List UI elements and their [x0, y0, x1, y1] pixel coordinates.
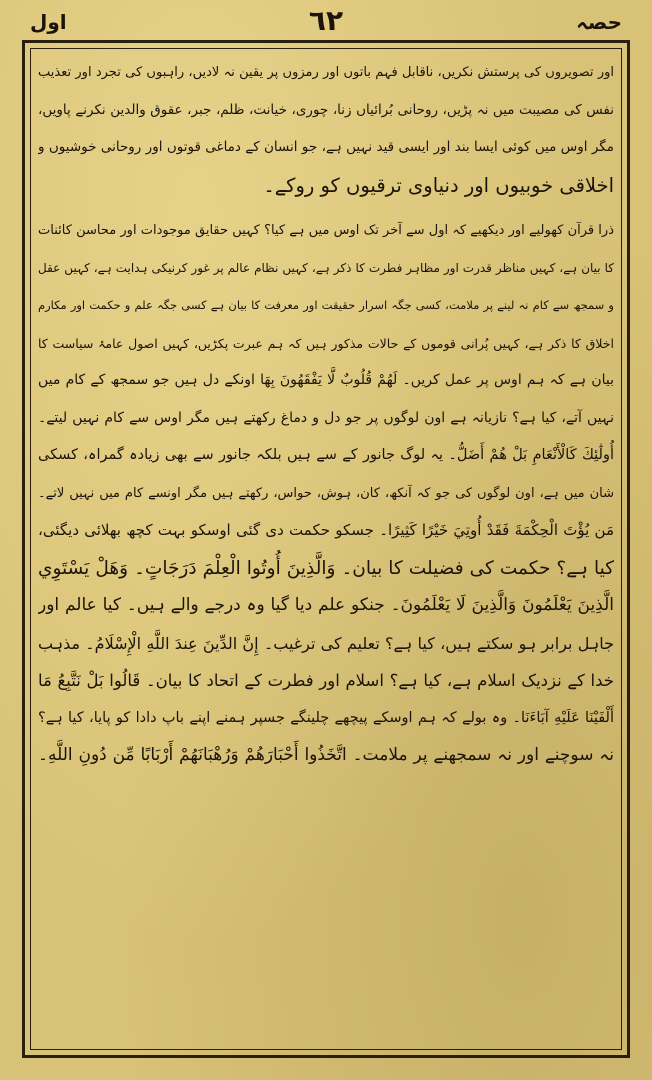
- section-label: حصہ: [576, 10, 622, 34]
- text-line: اخلاق کا ذکر ہے، کہیں پُرانی قوموں کے حالات مذکور ہیں کہ ہم عبرت پکڑیں، کہیں اصول عامۂ سیاست کا: [38, 335, 614, 351]
- text-line: جاہل برابر ہو سکتے ہیں، کیا ہے؟ تعلیم کی ترغیب۔ إِنَّ الدِّينَ عِندَ اللَّهِ الْإِسْلَامُ۔ مذہب: [38, 633, 614, 653]
- paragraph-1: [38, 54, 614, 204]
- text-line: مگر اوس میں کوئی ایسا بند اور ایسی قید نہیں ہے، جو انسان کے دماغی قوتوں اور روحانی خوشیوں و: [38, 139, 614, 155]
- text-line: اخلاقی خوبیوں اور دنیاوی ترقیوں کو روکے۔: [263, 173, 614, 197]
- paragraph-2: [38, 212, 614, 775]
- page-header: [20, 4, 632, 38]
- text-line: مَن يُؤْتَ الْحِكْمَةَ فَقَدْ أُوتِيَ خَيْرًا كَثِيرًا۔ جسکو حکمت دی گئی اوسکو بہت کچھ بھلائی دیگئی،: [38, 521, 614, 539]
- text-line: أُولَٰئِكَ كَالْأَنْعَامِ بَلْ هُمْ أَضَلُّ۔ یہ لوگ جانور کے سے ہیں بلکہ جانور سے بھی زیادہ گمراہ، کسکی: [38, 447, 614, 463]
- text-line: نہ سوچنے اور نہ سمجھنے پر ملامت۔ اتَّخَذُوا أَحْبَارَهُمْ وَرُهْبَانَهُمْ أَرْبَابًا مِّن دُونِ اللَّهِ۔: [38, 745, 614, 765]
- text-line: أَلْفَيْنَا عَلَيْهِ آبَاءَنَا۔ وہ بولے کہ ہم اوسکے پیچھے چلینگے جسپر ہمنے اپنے باپ دادا کو پایا، کیا ہے؟: [38, 709, 614, 726]
- text-line: خدا کے نزدیک اسلام ہے، کیا ہے؟ اسلام اور فطرت کے اتحاد کا بیان۔ قَالُوا بَلْ نَتَّبِعُ مَا: [38, 671, 614, 690]
- page-number: ٦٢: [308, 4, 344, 37]
- text-line: شان میں ہے، اون لوگوں کی جو کہ آنکھ، کان، ہوش، حواس، رکھتے ہیں مگر اونسے کام میں نہیں لاتے۔: [38, 485, 614, 501]
- text-line: نہیں آتے، کیا ہے؟ نازیانہ ہے اون لوگوں پر جو دل و دماغ رکھتے ہیں مگر اوس سے کام نہیں لیتے۔: [38, 409, 614, 426]
- text-line: اور تصویروں کی پرستش نکریں، ناقابل فہم باتوں اور رمزوں پر یقین نہ لادیں، راہبوں کی تجرد اور تعذیب: [38, 65, 614, 80]
- text-line: ذرا قرآن کھولیے اور دیکھیے کہ اول سے آخر تک اوس میں ہے کیا؟ کہیں حقایق موجودات اور محاسن کائنات: [38, 223, 614, 238]
- text-line: نفس کی مصیبت میں نہ پڑیں، روحانی بُرائیاں زنا، چوری، خیانت، ظلم، جبر، عقوق والدین نکرنے پاویں،: [38, 101, 614, 118]
- body-text: [38, 54, 614, 1044]
- text-line: بیان ہے کہ ہم اوس پر عمل کریں۔ لَهُمْ قُلُوبٌ لَّا يَفْقَهُونَ بِهَا اونکے دل ہیں جو سمجھ کے کام میں: [38, 372, 614, 388]
- text-line: و سمجھ سے کام نہ لینے پر ملامت، کسی جگہ اسرار حقیقت اور معرفت کا بیان ہے کسی جگہ علم و حکمت اور مکارم: [38, 298, 614, 312]
- volume-label: اول: [30, 10, 67, 34]
- text-line: کا بیان ہے، کہیں مناظر قدرت اور مظاہر فطرت کا ذکر ہے، کہیں نظام عالم پر غور کرنیکی ہدایت ہے، کہیں عقل: [38, 260, 614, 275]
- text-line: کیا ہے؟ حکمت کی فضیلت کا بیان۔ وَالَّذِينَ أُوتُوا الْعِلْمَ دَرَجَاتٍ۔ وَهَلْ يَسْتَوِي: [38, 557, 614, 579]
- text-line: الَّذِينَ يَعْلَمُونَ وَالَّذِينَ لَا يَعْلَمُونَ۔ جنکو علم دیا گیا وہ درجے والے ہیں۔ کیا عالم اور: [38, 595, 614, 615]
